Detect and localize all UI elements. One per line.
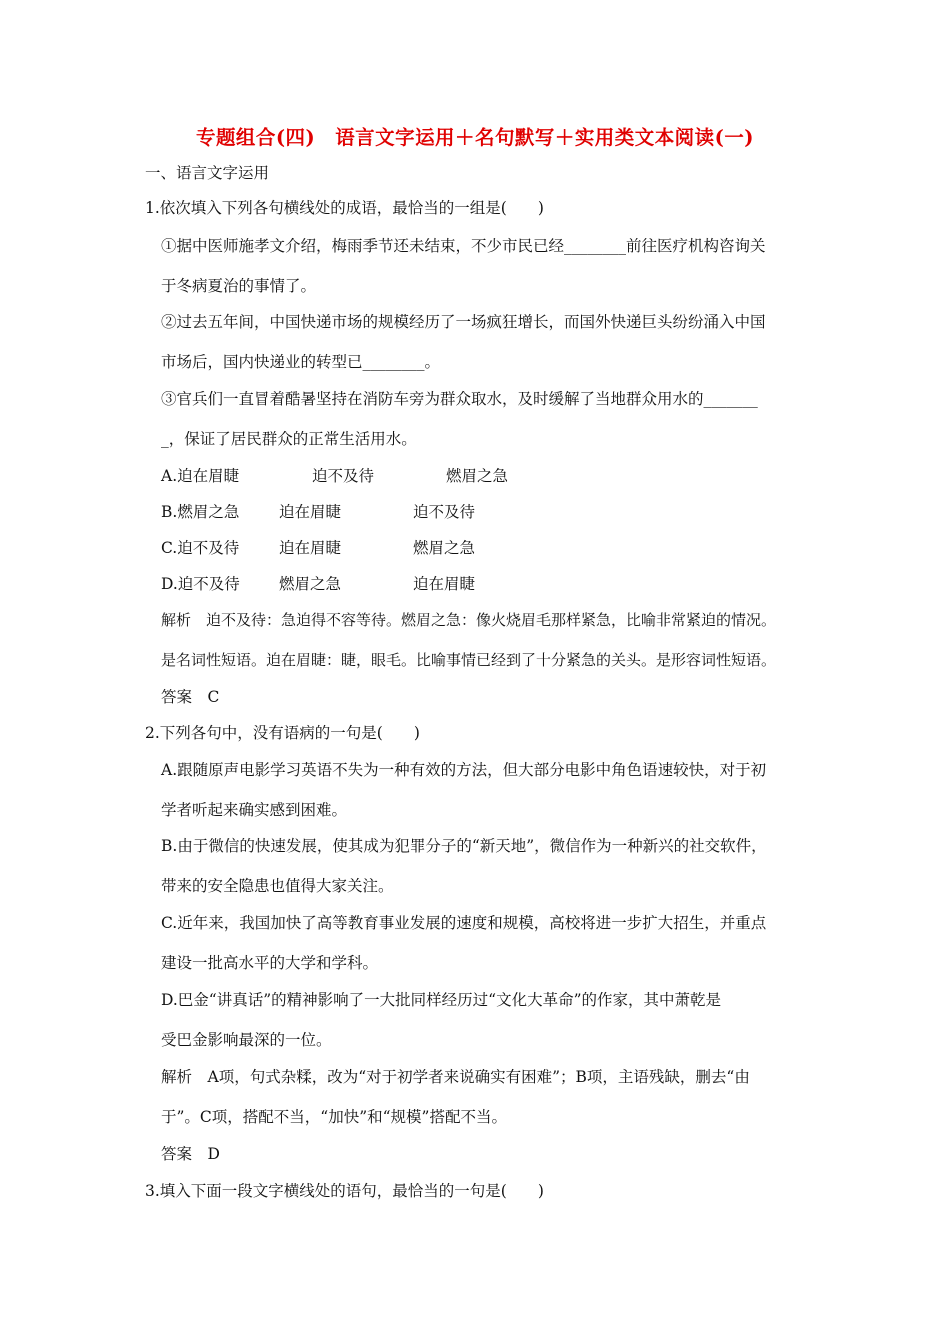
option-b-second: 迫在眉睫 (279, 503, 342, 521)
section-heading: 一、语言文字运用 (145, 164, 270, 182)
question-2-stem: 2.下列各句中，没有语病的一句是( ) (145, 724, 420, 742)
question-1-sentence-1-cont: 于冬病夏治的事情了。 (161, 277, 317, 295)
question-2-analysis: 解析 A项，句式杂糅，改为“对于初学者来说确实有困难”；B项，主语残缺，删去“由 (161, 1068, 750, 1086)
question-2-option-d: D.巴金“讲真话”的精神影响了一大批同样经历过“文化大革命”的作家，其中萧乾是 (161, 991, 722, 1009)
question-1-analysis: 解析 迫不及待：急迫得不容等待。燃眉之急：像火烧眉毛那样紧急，比喻非常紧迫的情况。 (161, 611, 777, 629)
question-1-sentence-3: ③官兵们一直冒着酷暑坚持在消防车旁为群众取水，及时缓解了当地群众用水的_______ (161, 390, 758, 408)
option-d-first: D.迫不及待 (161, 575, 240, 593)
option-a-first: A.迫在眉睫 (161, 467, 240, 485)
option-d-second: 燃眉之急 (279, 575, 342, 593)
question-1-sentence-2: ②过去五年间，中国快递市场的规模经历了一场疯狂增长，而国外快递巨头纷纷涌入中国 (161, 313, 766, 331)
question-1-sentence-3-cont: _，保证了居民群众的正常生活用水。 (161, 430, 417, 448)
question-1-sentence-2-cont: 市场后，国内快递业的转型已________。 (161, 353, 441, 371)
question-1-answer: 答案 C (161, 688, 220, 706)
option-b-first: B.燃眉之急 (161, 503, 240, 521)
option-c-first: C.迫不及待 (161, 539, 240, 557)
option-a-third: 燃眉之急 (446, 467, 509, 485)
document-title: 专题组合(四) 语言文字运用＋名句默写＋实用类文本阅读(一) (195, 126, 755, 149)
question-1-stem: 1.依次填入下列各句横线处的成语，最恰当的一组是( ) (145, 199, 544, 217)
question-2-option-b-cont: 带来的安全隐患也值得大家关注。 (161, 877, 394, 895)
option-d-third: 迫在眉睫 (413, 575, 476, 593)
question-2-answer: 答案 D (161, 1145, 220, 1163)
option-c-second: 迫在眉睫 (279, 539, 342, 557)
question-2-option-a-cont: 学者听起来确实感到困难。 (161, 801, 348, 819)
option-a-second: 迫不及待 (312, 467, 375, 485)
question-2-analysis-cont: 于”。C项，搭配不当，“加快”和“规模”搭配不当。 (161, 1108, 507, 1126)
option-b-third: 迫不及待 (413, 503, 476, 521)
question-3-stem: 3.填入下面一段文字横线处的语句，最恰当的一句是( ) (145, 1182, 544, 1200)
question-1-sentence-1: ①据中医师施孝文介绍，梅雨季节还未结束，不少市民已经________前往医疗机构咨询关 (161, 237, 766, 255)
question-2-option-c: C.近年来，我国加快了高等教育事业发展的速度和规模，高校将进一步扩大招生，并重点 (161, 914, 767, 932)
question-2-option-d-cont: 受巴金影响最深的一位。 (161, 1031, 332, 1049)
question-2-option-a: A.跟随原声电影学习英语不失为一种有效的方法，但大部分电影中角色语速较快，对于初 (161, 761, 767, 779)
question-1-analysis-cont: 是名词性短语。迫在眉睫：睫，眼毛。比喻事情已经到了十分紧急的关头。是形容词性短语。 (161, 651, 777, 669)
question-2-option-b: B.由于微信的快速发展，使其成为犯罪分子的“新天地”，微信作为一种新兴的社交软件， (161, 837, 767, 855)
option-c-third: 燃眉之急 (413, 539, 476, 557)
question-2-option-c-cont: 建设一批高水平的大学和学科。 (161, 954, 379, 972)
